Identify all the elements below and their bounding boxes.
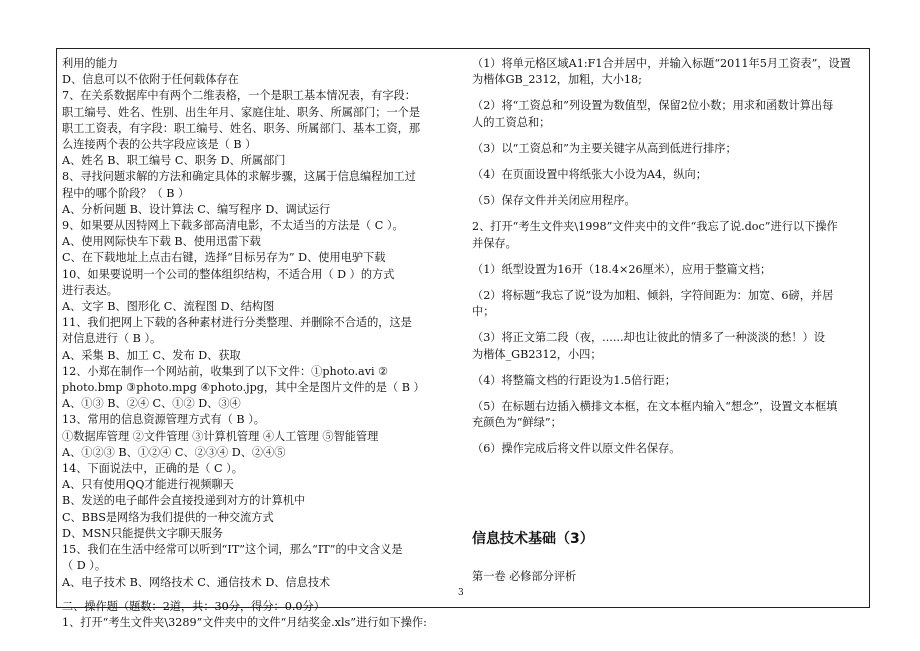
text-line: 么连接两个表的公共字段应该是（ B ） [62,138,257,152]
right-column [472,56,862,468]
text-line: 11、我们把网上下载的各种素材进行分类整理、并删除不合适的，这是 [62,316,412,330]
text-line: ①数据库管理 ②文件管理 ③计算机管理 ④人工管理 ⑤智能管理 [62,429,379,443]
text-line: 8、寻找问题求解的方法和确定具体的求解步骤，这属于信息编程加工过 [62,170,416,184]
text-line: 对信息进行（ B ）。 [62,332,162,346]
text-line: 并保存。 [472,236,517,250]
text-line: （5）保存文件并关闭应用程序。 [472,194,636,208]
instruction-paragraph [472,441,862,457]
text-line: （2）将标题“我忘了说”设为加粗、倾斜，字符间距为：加宽、6磅，并居 [472,289,834,303]
text-line: （4）将整篇文档的行距设为1.5倍行距； [472,373,676,387]
text-line: （6）操作完成后将文件以原文件名保存。 [472,442,681,456]
text-line: （5）在标题右边插入横排文本框，在文本框内输入“想念”，设置文本框填 [472,400,838,414]
text-line: 12、小郑在制作一个网站前，收集到了以下文件：①photo.avi ② [62,364,389,378]
instruction-paragraph [472,399,862,431]
instruction-paragraph [472,330,862,362]
text-line: A、采集 B、加工 C、发布 D、获取 [62,348,241,362]
text-line: 为楷体GB_2312，加粗，大小18; [472,73,642,87]
text-line: A、文字 B、图形化 C、流程图 D、结构图 [62,300,275,314]
text-line: C、BBS是网络为我们提供的一种交流方式 [62,510,274,524]
text-line: 10、如果要说明一个公司的整体组织结构，不适合用（ D ）的方式 [62,267,395,281]
text-line: 9、如果要从因特网上下载多部高清电影，不太适当的方法是（ C ）。 [62,219,404,233]
text-line: （1）将单元格区域A1:F1合并居中，并输入标题“2011年5月工资表”，设置 [472,57,851,70]
text-line: D、信息可以不依附于任何载体存在 [62,73,239,87]
text-line: 进行表达。 [62,283,118,297]
text-line: （2）将“工资总和”列设置为数值型，保留2位小数；用求和函数计算出每 [472,99,834,113]
text-line: 2、打开“考生文件夹\1998”文件夹中的文件“我忘了说.doc”进行以下操作 [472,220,838,234]
text-line: D、MSN只能提供文字聊天服务 [62,526,223,540]
text-line: （3）将正文第二段（夜，......却也让彼此的情多了一种淡淡的愁！）设 [472,331,825,345]
text-line: （1）纸型设置为16开（18.4×26厘米），应用于整篇文档； [472,262,772,276]
text-line: 程中的哪个阶段？（ B ） [62,186,190,200]
section-heading: 信息技术基础（3） [472,531,594,547]
operation-section-title: 二、操作题（题数：2道，共：30分，得分：0.0分） [62,599,325,613]
text-line: （3）以“工资总和”为主要关键字从高到低进行排序； [472,141,737,155]
text-line: 7、在关系数据库中有两个二维表格，一个是职工基本情况表，有字段： [62,89,416,103]
spacer [62,591,454,599]
text-line: A、①②③ B、①②④ C、②③④ D、②④⑤ [62,445,286,459]
instruction-paragraph [472,288,862,320]
instruction-paragraph [472,373,862,389]
text-line: 职工编号、姓名、性别、出生年月、家庭住址、职务、所属部门；一个是 [62,105,421,119]
instruction-paragraph [472,193,862,209]
text-line: 13、常用的信息资源管理方式有（ B ）。 [62,413,265,427]
left-column [62,56,454,631]
instruction-paragraph [472,262,862,278]
text-line: 14、下面说法中，正确的是（ C ）。 [62,462,243,476]
instruction-paragraph [472,56,862,88]
operation-question-1: 1、打开“考生文件夹\3289”文件夹中的文件“月结奖金.xls”进行如下操作: [62,615,427,629]
text-line: A、姓名 B、职工编号 C、职务 D、所属部门 [62,154,286,168]
instruction-paragraph [472,98,862,130]
instruction-paragraph [472,219,862,251]
text-line: A、只有使用QQ才能进行视频聊天 [62,478,234,492]
text-line: 人的工资总和； [472,115,551,129]
text-line: photo.bmp ③photo.mpg ④photo.jpg，其中全是图片文件的是（ B ） [62,381,425,395]
text-line: A、电子技术 B、网络技术 C、通信技术 D、信息技术 [62,575,331,589]
text-line: 充颜色为“鲜绿”； [472,416,562,430]
text-line: 为楷体_GB2312，小四； [472,347,602,361]
text-line: A、分析问题 B、设计算法 C、编写程序 D、调试运行 [62,202,331,216]
text-line: A、①③ B、②④ C、①② D、③④ [62,397,241,411]
text-line: B、发送的电子邮件会直接投递到对方的计算机中 [62,494,306,508]
text-line: 15、我们在生活中经常可以听到“IT”这个词，那么“IT”的中文含义是 [62,543,403,557]
text-line: C、在下载地址上点击右键，选择“目标另存为” D、使用电驴下载 [62,251,386,265]
instruction-paragraph [472,167,862,183]
section-subheading: 第一卷 必修部分评析 [472,570,577,583]
page-number: 3 [458,588,464,598]
instruction-paragraph [472,141,862,157]
text-line: 利用的能力 [62,57,118,70]
text-line: （4）在页面设置中将纸张大小设为A4，纵向； [472,168,707,182]
text-line: A、使用网际快车下载 B、使用迅雷下载 [62,235,261,249]
text-line: （ D ）。 [62,559,107,573]
text-line: 职工工资表，有字段：职工编号、姓名、职务、所属部门、基本工资，那 [62,121,421,135]
text-line: 中； [472,305,495,319]
